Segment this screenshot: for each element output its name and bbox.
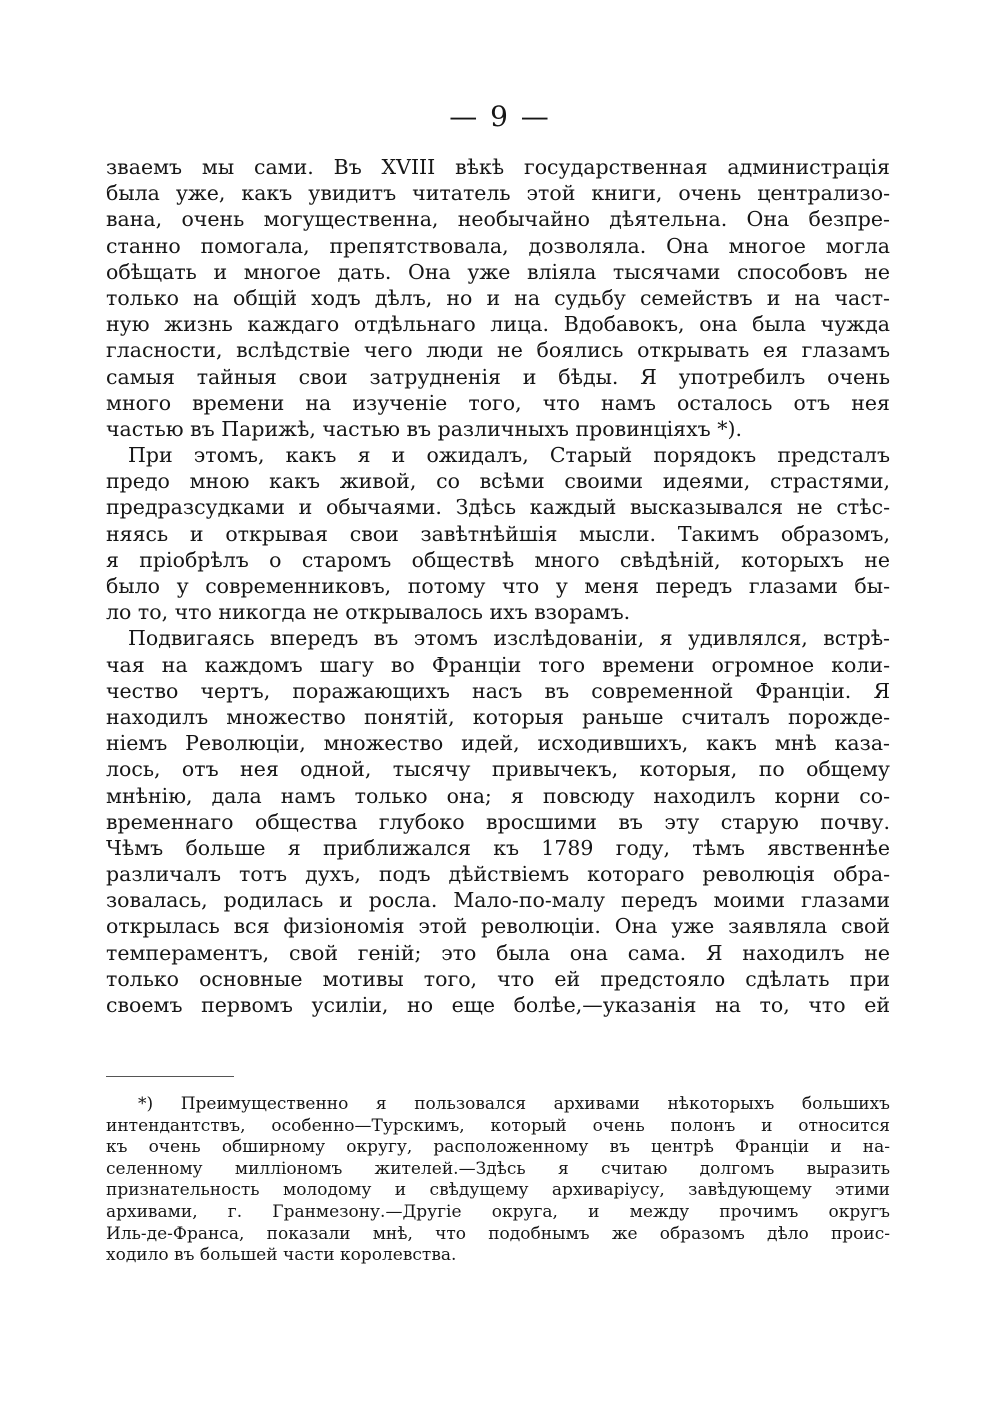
text-line: чество чертъ, поражающихъ насъ въ современной Франціи. Я bbox=[106, 678, 890, 703]
text-line: самыя тайныя свои затрудненія и бѣды. Я употребилъ очень bbox=[106, 364, 890, 389]
text-line: предо мною какъ живой, со всѣми своими идеями, страстями, bbox=[106, 469, 890, 494]
text-line: я пріобрѣлъ о старомъ обществѣ много свѣдѣній, которыхъ не bbox=[106, 547, 890, 572]
text-line: вана, очень могущественна, необычайно дѣятельна. Она безпре- bbox=[106, 207, 890, 232]
text-line: своемъ первомъ усиліи, но еще болѣе,—указанія на то, что ей bbox=[106, 993, 890, 1017]
text-line: темпераментъ, свой геній; это была она сама. Я находилъ не bbox=[106, 940, 890, 965]
footnote-line: признательность молодому и свѣдущему архиваріусу, завѣдующему этими bbox=[106, 1180, 890, 1201]
text-line: ніемъ Революціи, множество идей, исходившихъ, какъ мнѣ каза- bbox=[106, 731, 890, 756]
text-line: ную жизнь каждаго отдѣльнаго лица. Вдобавокъ, она была чужда bbox=[106, 312, 890, 337]
footnote-line: Иль-де-Франса, показали мнѣ, что подобнымъ же образомъ дѣло проис- bbox=[106, 1223, 890, 1244]
text-line: частью въ Парижѣ, частью въ различныхъ провинціяхъ *). bbox=[106, 416, 743, 441]
text-line: зваемъ мы сами. Въ XVIII вѣкѣ государственная администрація bbox=[106, 155, 890, 179]
text-line: чая на каждомъ шагу во Франціи того времени огромное коли- bbox=[106, 652, 890, 677]
text-line: зовалась, родилась и росла. Мало-по-малу передъ моими глазами bbox=[106, 888, 890, 913]
text-line: станно помогала, препятствовала, дозволяла. Она многое могла bbox=[106, 233, 890, 258]
text-line: предразсудками и обычаями. Здѣсь каждый высказывался не стѣс- bbox=[106, 495, 890, 520]
footnote-line: интендантствъ, особенно—Турскимъ, который очень полонъ и относится bbox=[106, 1115, 890, 1136]
text-line: только на общій ходъ дѣлъ, но и на судьбу семействъ и на част- bbox=[106, 285, 890, 310]
text-line: временнаго общества глубоко вросшими въ эту старую почву. bbox=[106, 809, 890, 834]
text-line: только основные мотивы того, что ей предстояло сдѣлать при bbox=[106, 966, 890, 991]
text-line: гласности, вслѣдствіе чего люди не боялись открывать ея глазамъ bbox=[106, 338, 890, 363]
text-line: няясь и открывая свои завѣтнѣйшія мысли. Такимъ образомъ, bbox=[106, 521, 890, 546]
footnote-line: ходило въ большей части королевства. bbox=[106, 1245, 457, 1266]
footnote-divider bbox=[106, 1076, 234, 1077]
text-line: ло то, что никогда не открывалось ихъ взорамъ. bbox=[106, 600, 631, 625]
text-line: открылась вся физіономія этой революціи. Она уже заявляла свой bbox=[106, 914, 890, 939]
footnote-line: къ очень обширному округу, расположенному въ центрѣ Франціи и на- bbox=[106, 1137, 890, 1158]
body-text bbox=[106, 154, 890, 1018]
text-line: обѣщать и многое дать. Она уже вліяла тысячами способовъ не bbox=[106, 259, 890, 284]
text-line: различалъ тотъ духъ, подъ дѣйствіемъ котораго революція обра- bbox=[106, 862, 890, 887]
paragraph-first-line: При этомъ, какъ я и ожидалъ, Старый порядокъ предсталъ bbox=[128, 443, 890, 468]
page-number: — 9 — bbox=[449, 100, 551, 133]
text-line: мнѣнію, дала намъ только она; я повсюду находилъ корни со- bbox=[106, 783, 890, 808]
footnote-line: архивами, г. Гранмезону.—Другіе округа, и между прочимъ округъ bbox=[106, 1201, 890, 1222]
footnote bbox=[106, 1094, 890, 1267]
paragraph-first-line: Подвигаясь впередъ въ этомъ изслѣдованіи, я удивлялся, встрѣ- bbox=[128, 626, 890, 651]
text-line: Чѣмъ больше я приближался къ 1789 году, тѣмъ явственнѣе bbox=[106, 835, 890, 860]
text-line: была уже, какъ увидитъ читатель этой книги, очень централизо- bbox=[106, 181, 890, 206]
footnote-first-line: *) Преимущественно я пользовался архивами нѣкоторыхъ большихъ bbox=[138, 1094, 890, 1114]
footnote-line: селенному милліономъ жителей.—Здѣсь я считаю долгомъ выразить bbox=[106, 1158, 890, 1179]
text-line: было у современниковъ, потому что у меня передъ глазами бы- bbox=[106, 574, 890, 598]
text-line: много времени на изученіе того, что намъ осталось отъ нея bbox=[106, 390, 890, 415]
text-line: находилъ множество понятій, которыя раньше считалъ порожде- bbox=[106, 704, 890, 729]
text-line: лось, отъ нея одной, тысячу привычекъ, которыя, по общему bbox=[106, 757, 890, 782]
